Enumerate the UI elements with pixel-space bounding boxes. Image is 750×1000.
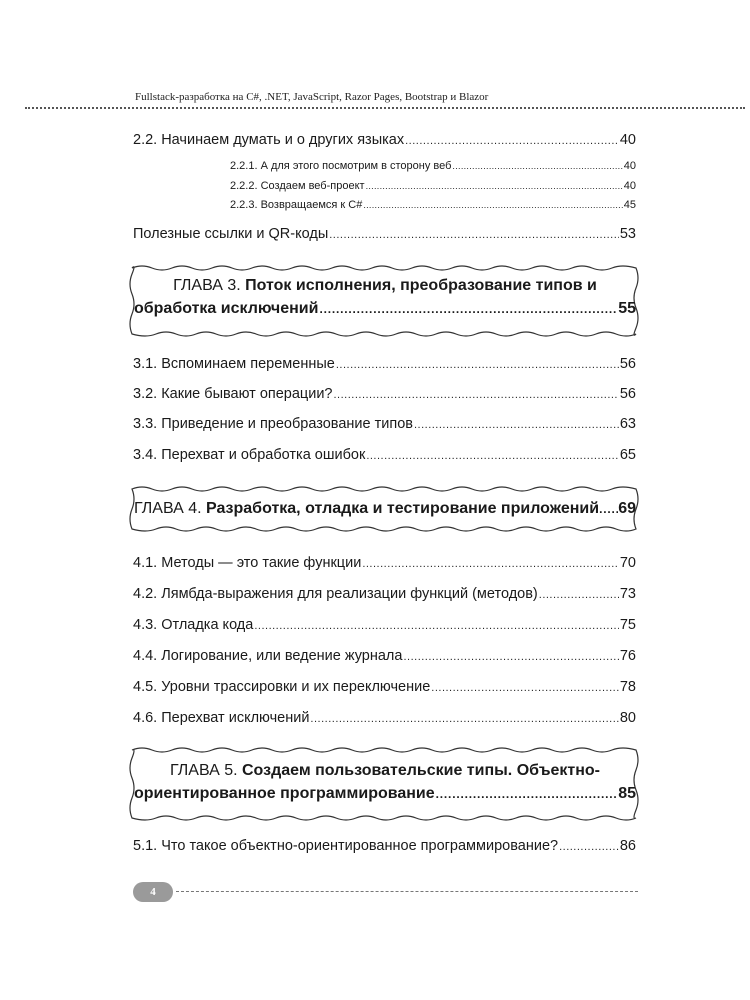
- dot-leader: [334, 389, 619, 401]
- dot-leader: [310, 713, 618, 725]
- toc-entry-title: 4.2. Лямбда-выражения для реализации функций (методов): [133, 586, 538, 602]
- chapter-label: ГЛАВА 5.: [170, 762, 238, 779]
- dot-leader: [366, 181, 623, 191]
- toc-entry-title: 2.2.3. Возвращаемся к C#: [230, 199, 363, 211]
- toc-entry[interactable]: [133, 555, 636, 571]
- chapter-page: 85: [618, 785, 636, 802]
- toc-entry-page: 70: [619, 555, 636, 571]
- toc-entry-title: 2.2.1. А для этого посмотрим в сторону веб: [230, 160, 452, 172]
- toc-entry[interactable]: [133, 226, 636, 242]
- chapter-title-line2: [134, 300, 636, 318]
- toc-entry-title: 4.5. Уровни трассировки и их переключение: [133, 679, 431, 695]
- toc-entry-title: 4.3. Отладка кода: [133, 617, 254, 633]
- dot-leader: [452, 161, 622, 171]
- toc-entry[interactable]: [133, 132, 636, 148]
- dot-leader: [329, 229, 619, 241]
- toc-entry-page: 40: [623, 180, 636, 192]
- chapter-page: 69: [618, 500, 636, 517]
- toc-entry[interactable]: [133, 586, 636, 602]
- toc-entry-page: 86: [619, 838, 636, 854]
- toc-entry-title: Полезные ссылки и QR-коды: [133, 226, 329, 242]
- toc-entry[interactable]: [133, 356, 636, 372]
- toc-entry-title: 3.1. Вспоминаем переменные: [133, 356, 335, 372]
- toc-entry[interactable]: [133, 416, 636, 432]
- chapter-4-heading[interactable]: [122, 483, 646, 535]
- chapter-title: обработка исключений: [134, 300, 319, 317]
- toc-entry-page: 40: [623, 160, 636, 172]
- toc-entry-title: 2.2.2. Создаем веб-проект: [230, 180, 365, 192]
- dot-leader: [405, 135, 619, 147]
- toc-entry-page: 75: [619, 617, 636, 633]
- header-divider: [25, 107, 745, 109]
- toc-entry-title: 2.2. Начинаем думать и о других языках: [133, 132, 405, 148]
- dot-leader: [539, 589, 619, 601]
- toc-subentry[interactable]: [230, 180, 636, 192]
- toc-entry[interactable]: [133, 386, 636, 402]
- running-head: Fullstack-разработка на C#, .NET, JavaScript, Razor Pages, Bootstrap и Blazor: [135, 91, 489, 103]
- toc-entry-page: 65: [619, 447, 636, 463]
- toc-entry-page: 76: [619, 648, 636, 664]
- toc-entry-page: 40: [619, 132, 636, 148]
- toc-entry-title: 3.2. Какие бывают операции?: [133, 386, 333, 402]
- dot-leader: [403, 651, 618, 663]
- dot-leader: [336, 359, 619, 371]
- dot-leader: [414, 419, 619, 431]
- toc-entry-title: 3.4. Перехват и обработка ошибок: [133, 447, 366, 463]
- chapter-title: Поток исполнения, преобразование типов и: [245, 277, 597, 294]
- dot-leader: [319, 302, 617, 316]
- dot-leader: [254, 620, 619, 632]
- dot-leader: [559, 841, 619, 853]
- toc-entry-title: 4.6. Перехват исключений: [133, 710, 310, 726]
- chapter-title: ориентированное программирование: [134, 785, 435, 802]
- chapter-3-heading[interactable]: [122, 262, 646, 340]
- page-number: 4: [150, 886, 156, 898]
- toc-subentry[interactable]: [230, 160, 636, 172]
- toc-entry[interactable]: [133, 838, 636, 854]
- chapter-label: ГЛАВА 3.: [173, 277, 241, 294]
- chapter-label: ГЛАВА 4.: [134, 500, 202, 517]
- chapter-title-line1: [134, 277, 636, 295]
- dot-leader: [366, 450, 619, 462]
- toc-entry-page: 63: [619, 416, 636, 432]
- toc-entry-page: 80: [619, 710, 636, 726]
- chapter-5-heading[interactable]: [122, 744, 646, 824]
- chapter-page: 55: [618, 300, 636, 317]
- toc-entry[interactable]: [133, 710, 636, 726]
- chapter-title-line1: [134, 762, 636, 780]
- toc-entry-title: 4.4. Логирование, или ведение журнала: [133, 648, 403, 664]
- dot-leader: [436, 787, 618, 801]
- chapter-title-line1: [134, 500, 636, 518]
- toc-entry-page: 78: [619, 679, 636, 695]
- chapter-title: Создаем пользовательские типы. Объектно-: [242, 762, 600, 779]
- dot-leader: [362, 558, 619, 570]
- chapter-title-line2: [134, 785, 636, 803]
- toc-entry-page: 53: [619, 226, 636, 242]
- chapter-frame: [122, 744, 646, 824]
- page-number-badge: [133, 882, 173, 902]
- toc-entry[interactable]: [133, 617, 636, 633]
- toc-entry-page: 56: [619, 356, 636, 372]
- toc-entry-page: 73: [619, 586, 636, 602]
- toc-entry-title: 5.1. Что такое объектно-ориентированное программирование?: [133, 838, 559, 854]
- chapter-title: Разработка, отладка и тестирование приложений: [206, 500, 600, 517]
- toc-entry[interactable]: [133, 679, 636, 695]
- toc-entry[interactable]: [133, 447, 636, 463]
- dot-leader: [431, 682, 619, 694]
- toc-entry-title: 4.1. Методы — это такие функции: [133, 555, 362, 571]
- toc-entry-page: 56: [619, 386, 636, 402]
- toc-entry-page: 45: [623, 199, 636, 211]
- footer-divider: [176, 891, 638, 892]
- toc-subentry[interactable]: [230, 199, 636, 211]
- toc-entry[interactable]: [133, 648, 636, 664]
- dot-leader: [599, 502, 618, 516]
- toc-entry-title: 3.3. Приведение и преобразование типов: [133, 416, 413, 432]
- dot-leader: [363, 200, 622, 210]
